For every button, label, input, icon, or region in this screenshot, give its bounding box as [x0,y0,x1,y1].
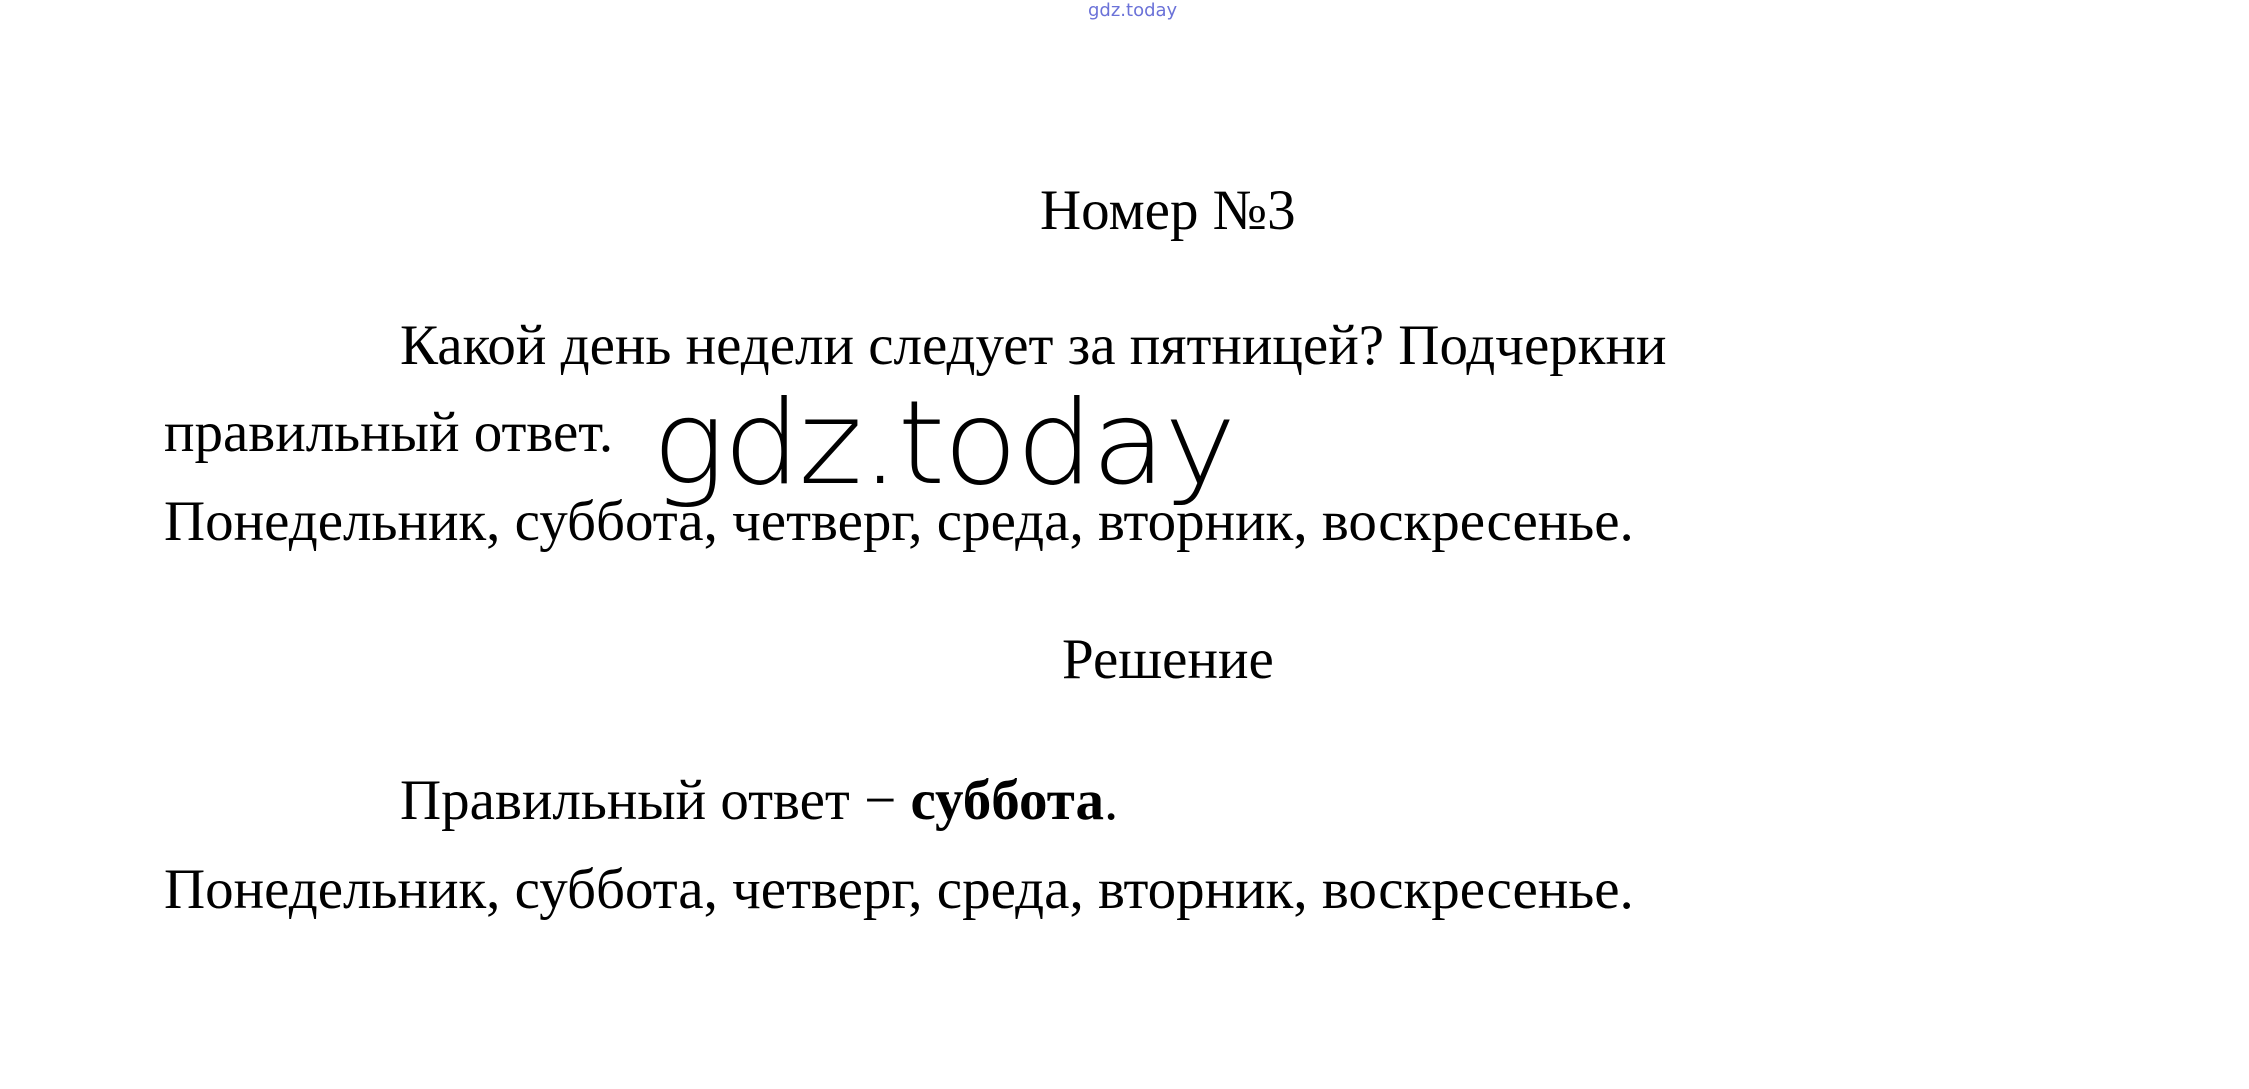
question-line-1: Какой день недели следует за пятницей? Подчеркни [400,314,1667,377]
large-watermark-logo: gdz.today [652,375,1235,511]
options-list: Понедельник, суббота, четверг, среда, вторник, воскресенье. [164,490,1634,553]
answer-line [400,769,1119,832]
answer-suffix: . [1103,769,1119,832]
solution-heading: Решение [1062,628,1274,691]
question-line-2: правильный ответ. [164,401,614,464]
answer-prefix: Правильный ответ − [400,769,911,832]
answer-highlight: суббота [910,769,1104,832]
page-title: Номер №3 [1040,179,1296,242]
top-watermark-text: gdz.today [1088,0,1178,21]
answer-options-list: Понедельник, суббота, четверг, среда, вторник, воскресенье. [164,858,1634,921]
